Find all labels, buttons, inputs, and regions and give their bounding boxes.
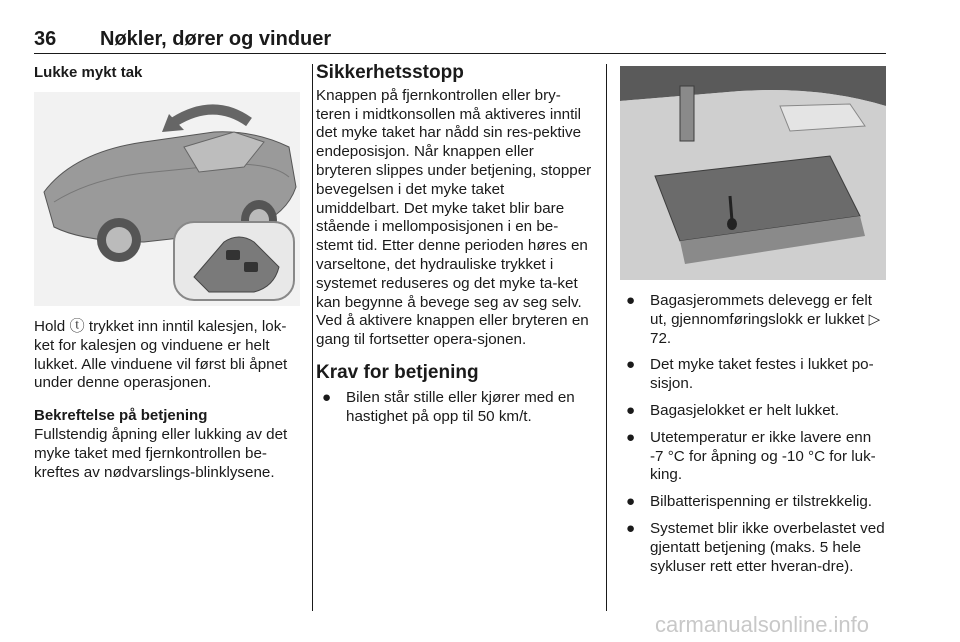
convertible-car-illustration <box>34 92 300 306</box>
close-roof-instructions: Hold ⓣ trykket inn inntil kalesjen, lok-ket for kalesjen og vinduene er helt lukket. Alle vinduene vil først bli åpnet under denne operasjonen. <box>34 318 288 392</box>
bullet-icon: ● <box>626 401 636 419</box>
confirmation-text: Fullstendig åpning eller lukking av det myke taket med fjernkontrollen be-kreftes av nødvarslings-blinklysene. <box>34 425 288 481</box>
column-1 <box>34 64 302 83</box>
bullet-icon: ● <box>626 292 636 309</box>
bullet-icon: ● <box>322 388 332 406</box>
list-item: ● Det myke taket festes i lukket po-sisjon. <box>626 356 874 393</box>
list-item: ● Bagasjelokket er helt lukket. <box>626 401 840 419</box>
list-item: ● Bilbatterispenning er tilstrekkelig. <box>626 493 873 511</box>
safety-stop-title: Sikkerhetsstopp <box>316 62 464 83</box>
list-item: ● Systemet blir ikke overbelastet ved gjentatt betjening (maks. 5 hele sykluser rett etter hveran-dre). <box>626 519 885 575</box>
requirements-list <box>316 389 592 427</box>
car-remote-drawing <box>34 92 300 306</box>
header-rule <box>34 53 886 54</box>
safety-stop-text: Knappen på fjernkontrollen eller bry-teren i midtkonsollen må aktiveres inntil det myke taket har nådd sin res-pektive endeposisjon. Når knappen eller bryteren slippes under betjening, stopper bevegelsen i det myke taket umiddelbart. Det myke taket blir bare stående i mellomposisjonen i en be-stemt tid. Etter denne perioden høres en varseltone, det hydrauliske trykket i systemet reduseres og det myke ta-ket kan begynne å bevege seg av seg selv. Ved å aktivere knappen eller bryteren en gang til fortsetter opera-sjonen. <box>316 86 592 349</box>
watermark: carmanualsonline.info <box>655 612 870 637</box>
page-number: 36 <box>34 28 57 50</box>
bullet-icon: ● <box>626 519 636 537</box>
chapter-title: Nøkler, dører og vinduer <box>100 28 332 50</box>
column-3-text <box>620 292 886 584</box>
bullet-icon: ● <box>626 428 636 446</box>
list-item: ● Bagasjerommets delevegg er felt ut, gjennomføringslokk er lukket ▷ 72. <box>626 292 881 347</box>
column-divider-1 <box>312 64 313 611</box>
trunk-illustration <box>620 66 886 280</box>
list-item: ● Utetemperatur er ikke lavere enn -7 °C for åpning og -10 °C for luk-king. <box>626 428 876 484</box>
column-2 <box>316 64 592 434</box>
list-item: ● Bilen står stille eller kjører med en hastighet på opp til 50 km/t. <box>322 388 575 425</box>
bullet-icon: ● <box>626 493 636 511</box>
trunk-drawing <box>620 66 886 280</box>
requirements-list-continued <box>620 292 886 576</box>
confirmation-title: Bekreftelse på betjening <box>34 407 208 425</box>
bullet-icon: ● <box>626 356 636 374</box>
column-1-text <box>34 318 302 482</box>
requirements-title: Krav for betjening <box>316 361 479 383</box>
column-divider-2 <box>606 64 607 611</box>
section-title-close-roof: Lukke mykt tak <box>34 64 143 81</box>
page-header <box>34 28 886 54</box>
